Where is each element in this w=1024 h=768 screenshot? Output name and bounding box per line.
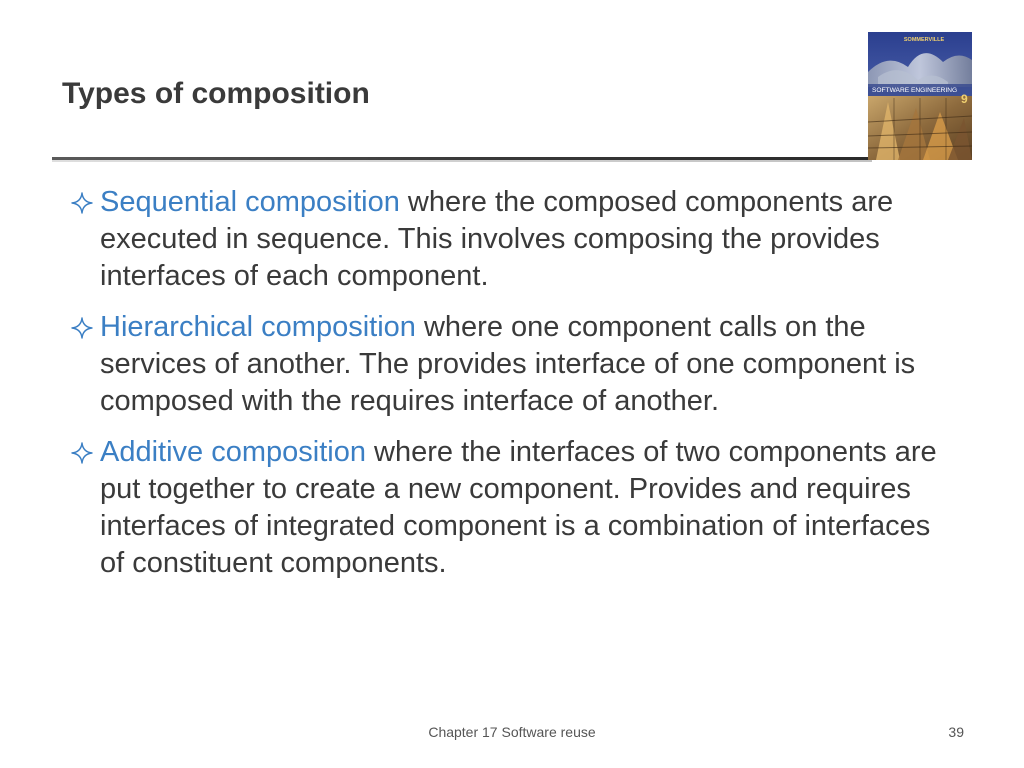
page-number: 39 [948, 724, 964, 740]
footer-chapter: Chapter 17 Software reuse [428, 724, 596, 740]
bullet-list [70, 184, 960, 596]
bullet-term: Additive composition [100, 436, 366, 468]
bullet-text: where the interfaces of two components are put together to create a new component. Provides and requires interfaces of integrated component is a combination of interfaces of constituent components. [100, 436, 937, 579]
title-divider-shadow [52, 160, 872, 162]
bullet-item-hierarchical [70, 309, 960, 420]
bullet-term: Hierarchical composition [100, 311, 416, 343]
slide-title: Types of composition [62, 77, 370, 110]
four-point-star-outline-icon [70, 309, 94, 346]
bullet-text: where one component calls on the services of another. The provides interface of one component is composed with the requires interface of another. [100, 311, 916, 417]
book-cover-title: SOFTWARE ENGINEERING [872, 87, 958, 94]
bullet-term: Sequential composition [100, 186, 400, 218]
bullet-item-sequential [70, 184, 960, 295]
four-point-star-outline-icon [70, 434, 94, 471]
bullet-text: where the composed components are executed in sequence. This involves composing the provides interfaces of each component. [100, 186, 894, 292]
book-cover-art [868, 32, 972, 160]
four-point-star-outline-icon [70, 184, 94, 221]
book-cover-image [868, 32, 972, 160]
book-cover-edition: 9 [961, 92, 968, 106]
bullet-item-additive [70, 434, 960, 582]
book-cover-author: SOMMERVILLE [903, 37, 945, 43]
